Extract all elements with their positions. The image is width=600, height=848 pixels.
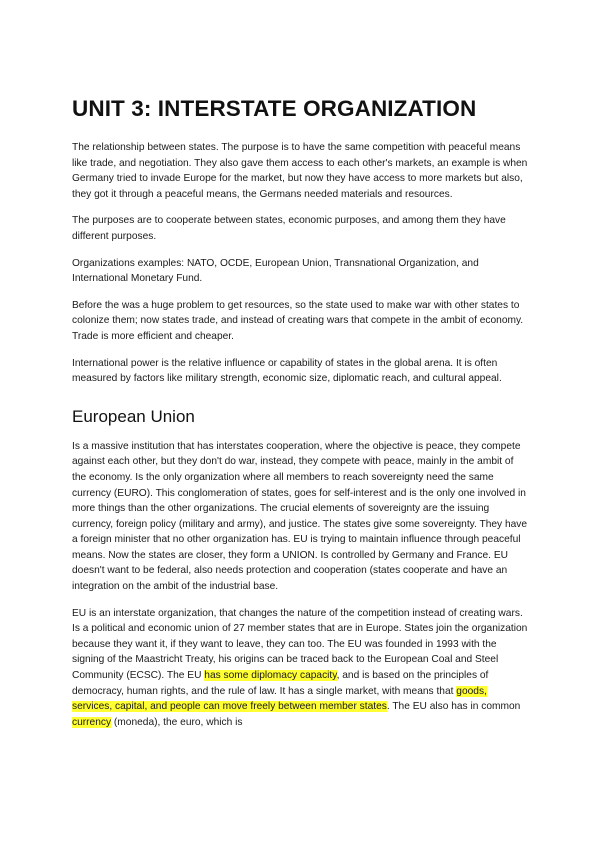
section-heading-european-union: European Union [72, 406, 195, 426]
eu-paragraph-2-text-2: , and is based on the principles of democracy, human rights, and the rule of law. It has a single market, with means that [72, 670, 489, 697]
highlight-diplomacy-capacity: has some diplomacy capacity [204, 670, 337, 682]
highlight-free-movement: goods, services, capital, and people can move freely between member states [72, 685, 487, 713]
intro-paragraph-4: Before the was a huge problem to get resources, so the state used to make war with other states to colonize them; now states trade, and instead of creating wars that compete in the ambit of economy. Trade is more efficient and cheaper. [72, 299, 524, 342]
intro-paragraph-3: Organizations examples: NATO, OCDE, European Union, Transnational Organization, and International Monetary Fund. [72, 257, 479, 285]
page-title: UNIT 3: INTERSTATE ORGANIZATION [72, 96, 477, 121]
highlight-currency: currency [72, 716, 112, 728]
intro-paragraph-5: International power is the relative influence or capability of states in the global arena. It is often measured by factors like military strength, economic size, diplomatic reach, and cultural appeal. [72, 357, 502, 385]
eu-paragraph-2-text-1: EU is an interstate organization, that changes the nature of the competition instead of creating wars. Is a political and economic union of 27 member states that are in Europe. States join the organization because they want it, if they want to leave, they can too. The EU was founded in 1993 with the signing of the Maastricht Treaty, his origins can be traced back to the European Coal and Steel Community (ECSC). The EU [72, 607, 528, 682]
intro-paragraph-1: The relationship between states. The purpose is to have the same competition with peaceful means like trade, and negotiation. They also gave them access to each other's markets, an example is when Germany tried to invade Europe for the market, but now they have access to more markets but also, they got it through a peaceful means, the Germans needed materials and resources. [72, 142, 528, 200]
eu-paragraph-2 [72, 606, 528, 731]
eu-paragraph-2-text-4: (moneda), the euro, which is [111, 716, 243, 728]
eu-paragraph-2-text-3: . The EU also has in common [386, 701, 521, 713]
intro-paragraph-2: The purposes are to cooperate between states, economic purposes, and among them they have different purposes. [72, 215, 506, 242]
eu-paragraph-1: Is a massive institution that has interstates cooperation, where the objective is peace, they compete against each other, but they don't do war, instead, they compete with peace, mainly in the ambit of the economy. Is the only organization where all members to reach sovereignty need the same currency (EURO). This conglomeration of states, goes for self-interest and is the only one involved in more things than the other organizations. The crucial elements of sovereignty are the issuing currency, foreign policy (military and army), and justice. The states give some sovereignty. They have a foreign minister that no other organization has. EU is trying to maintain influence through peaceful means. Now the states are closer, they form a UNION. Is controlled by Germany and France. EU doesn't want to be federal, also needs protection and cooperation (states cooperate and have an integration on the ambit of the industrial base. [72, 440, 528, 593]
